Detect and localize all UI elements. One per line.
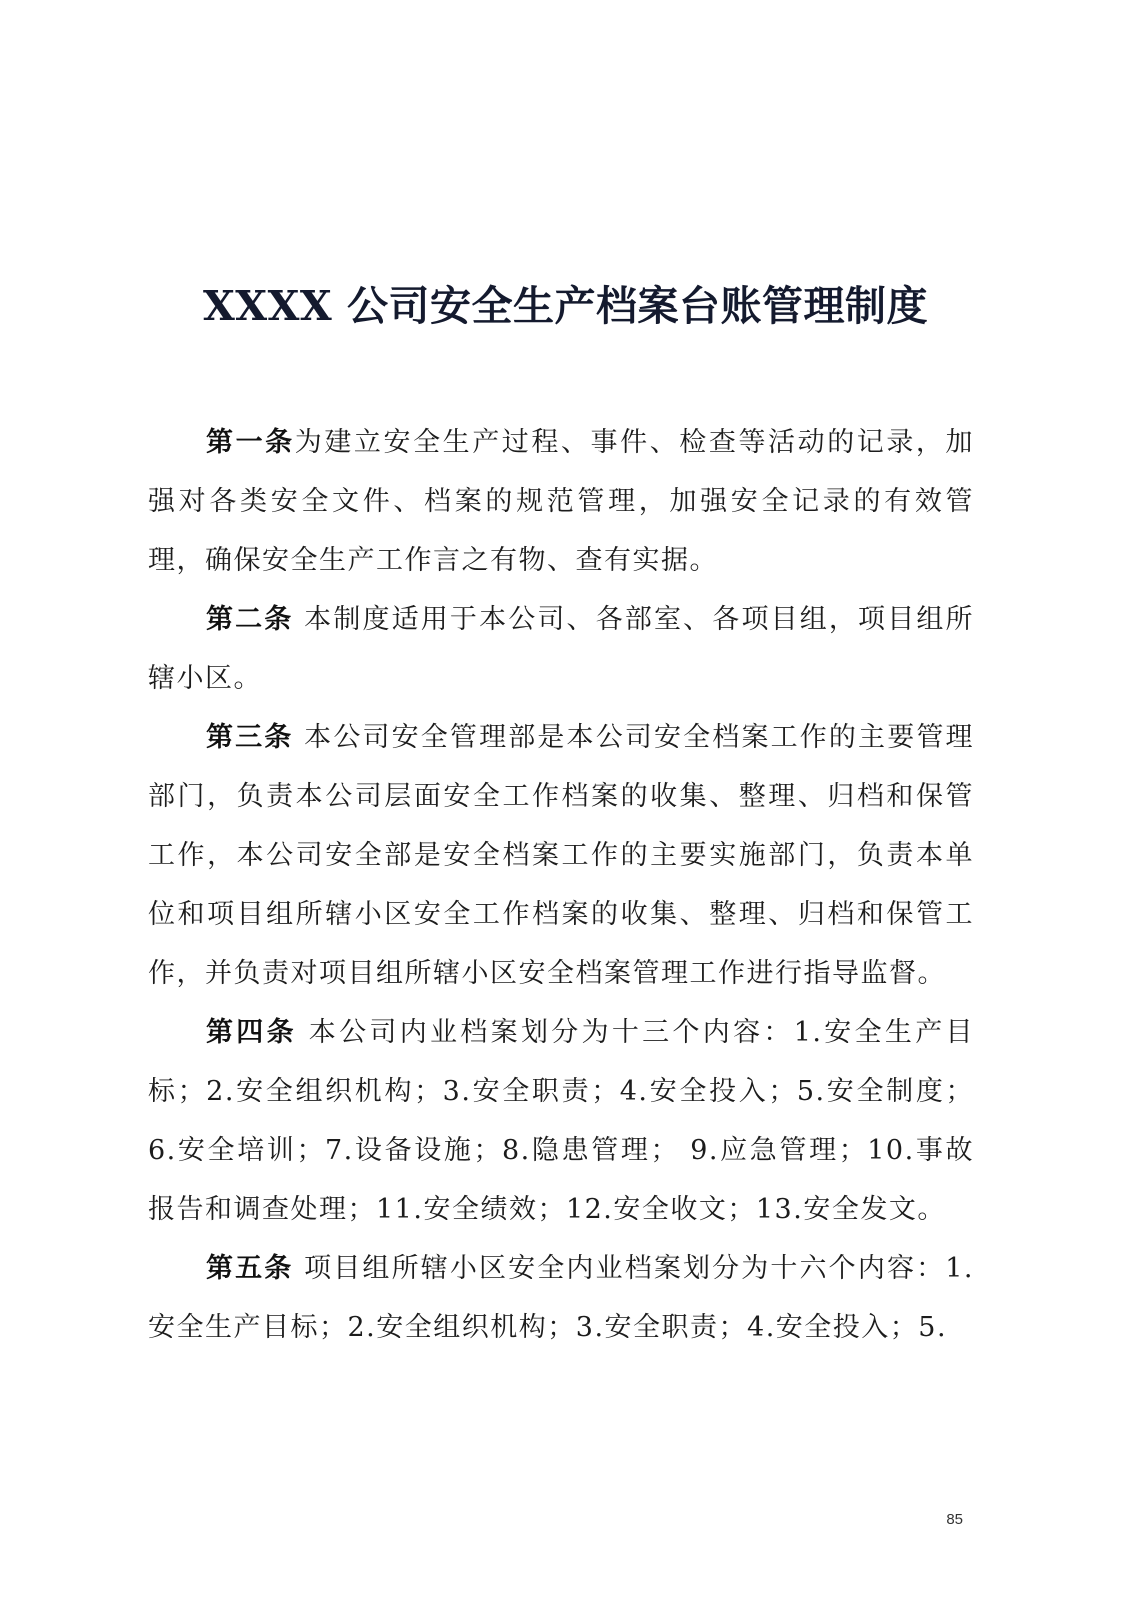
article-heading: 第二条 — [206, 604, 294, 635]
article-heading: 第四条 — [206, 1017, 297, 1048]
article-text: 项目组所辖小区安全内业档案划分为十六个内容：1.安全生产目标；2.安全组织机构；3.安全职责；4.安全投入；5. — [148, 1253, 974, 1343]
article-2 — [148, 590, 974, 708]
article-text: 本制度适用于本公司、各部室、各项目组，项目组所辖小区。 — [148, 604, 974, 694]
article-4 — [148, 1003, 974, 1239]
article-heading: 第一条 — [206, 427, 295, 458]
article-3 — [148, 708, 974, 1003]
article-5 — [148, 1239, 974, 1357]
article-text: 本公司内业档案划分为十三个内容：1.安全生产目标；2.安全组织机构；3.安全职责；4.安全投入；5.安全制度；6.安全培训；7.设备设施；8.隐患管理； 9.应急管理；10.事故报告和调查处理；11.安全绩效；12.安全收文；13.安全发文。 — [148, 1017, 975, 1225]
page-number: 85 — [946, 1511, 963, 1528]
article-heading: 第三条 — [206, 722, 294, 753]
article-text: 为建立安全生产过程、事件、检查等活动的记录，加强对各类安全文件、档案的规范管理，加强安全记录的有效管理，确保安全生产工作言之有物、查有实据。 — [148, 427, 975, 576]
document-body — [148, 413, 974, 1357]
article-text: 本公司安全管理部是本公司安全档案工作的主要管理部门，负责本公司层面安全工作档案的收集、整理、归档和保管工作，本公司安全部是安全档案工作的主要实施部门，负责本单位和项目组所辖小区安全工作档案的收集、整理、归档和保管工作，并负责对项目组所辖小区安全档案管理工作进行指导监督。 — [148, 722, 974, 989]
article-heading: 第五条 — [206, 1253, 294, 1284]
article-1 — [148, 413, 974, 590]
document-title: XXXX 公司安全生产档案台账管理制度 — [202, 282, 929, 330]
